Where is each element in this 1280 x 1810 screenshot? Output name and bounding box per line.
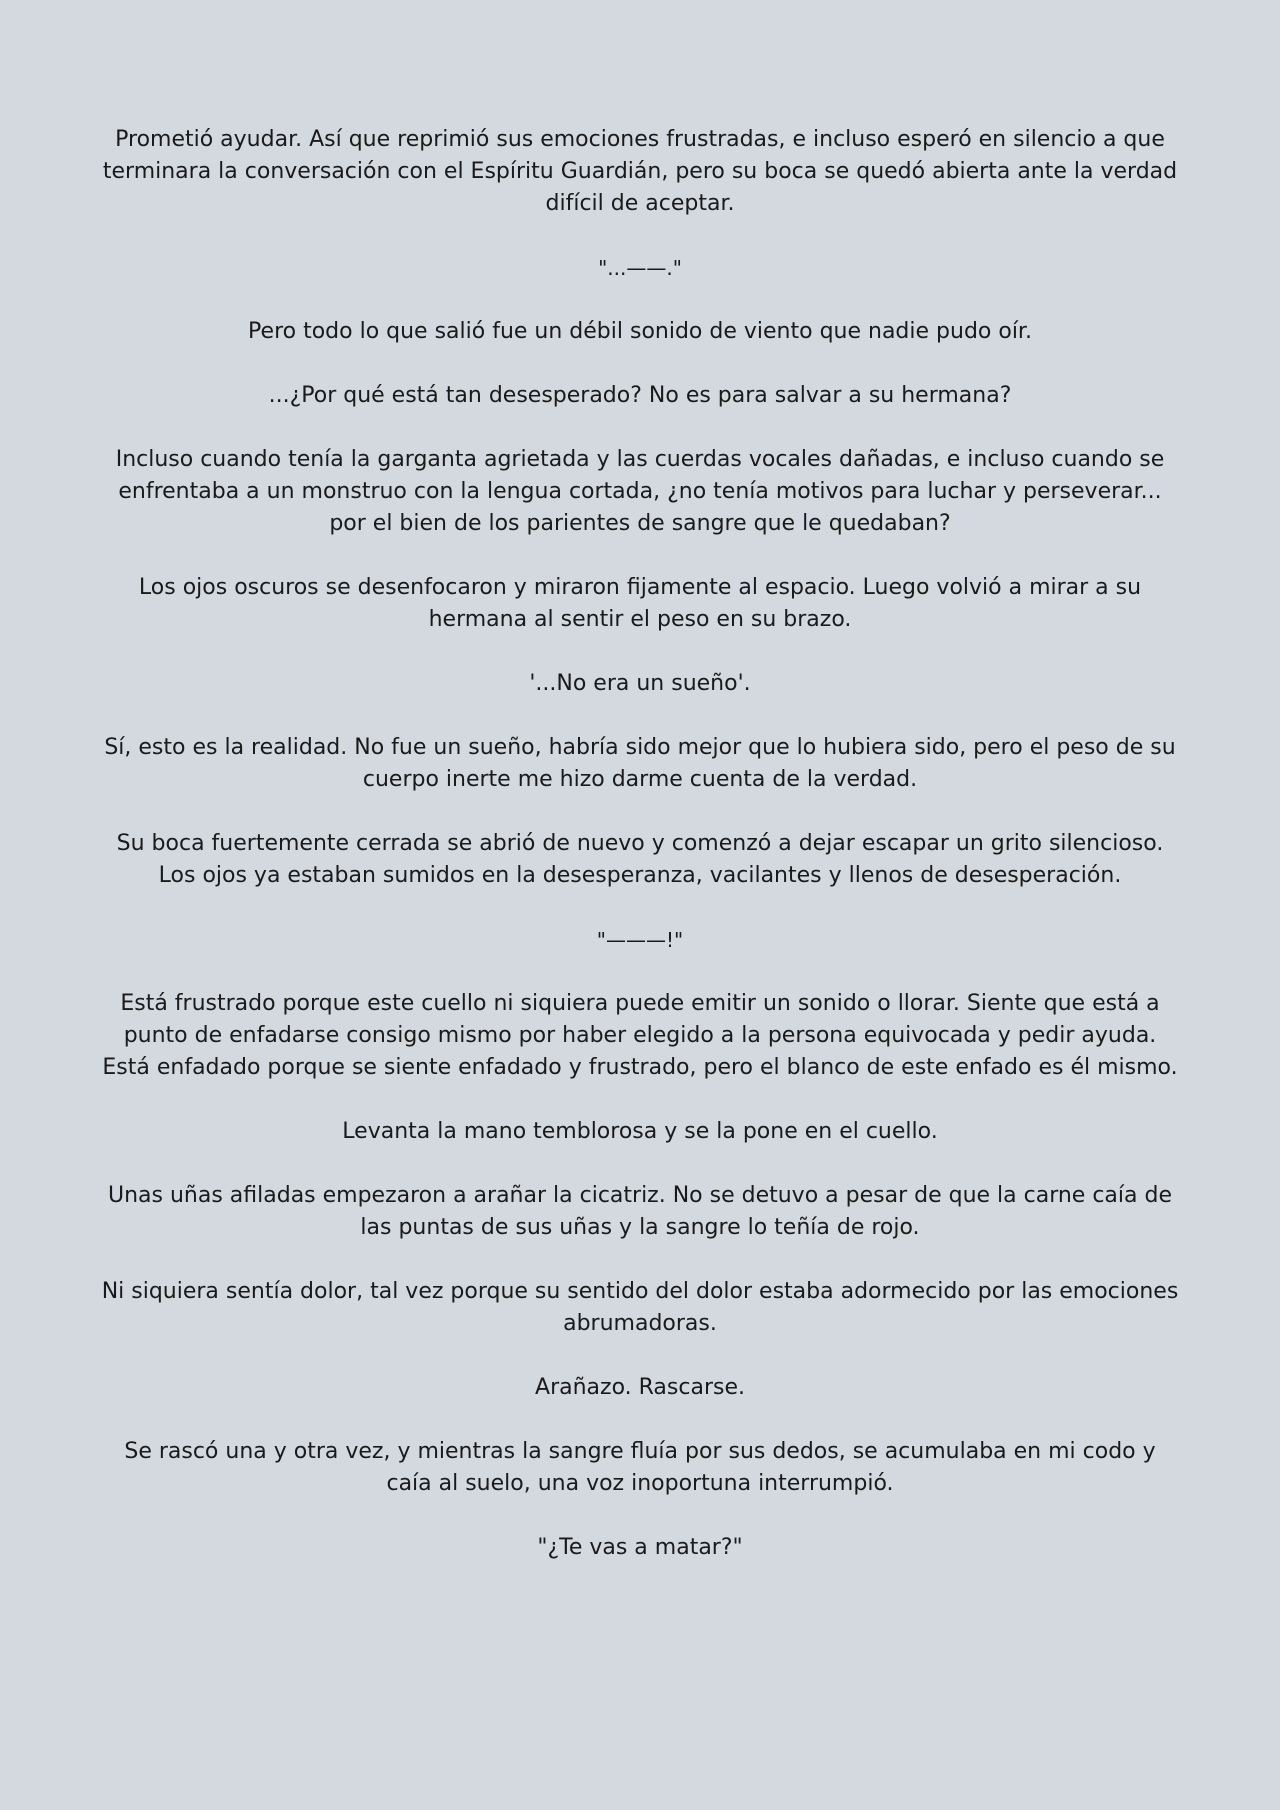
paragraph: Unas uñas afiladas empezaron a arañar la cicatriz. No se detuvo a pesar de que la carne caía de las puntas de sus uñas y la sangre lo teñía de rojo. <box>107 1183 1172 1240</box>
paragraph: ...¿Por qué está tan desesperado? No es para salvar a su hermana? <box>268 383 1012 408</box>
paragraph: Se rascó una y otra vez, y mientras la sangre fluía por sus dedos, se acumulaba en mi codo y caía al suelo, una voz inoportuna interrumpió. <box>124 1439 1156 1496</box>
dialogue-line: "———!" <box>596 928 684 952</box>
paragraph: Arañazo. Rascarse. <box>535 1375 745 1400</box>
paragraph: Ni siquiera sentía dolor, tal vez porque su sentido del dolor estaba adormecido por las emociones abrumadoras. <box>101 1279 1179 1336</box>
paragraph: Levanta la mano temblorosa y se la pone en el cuello. <box>342 1119 938 1144</box>
paragraph: Sí, esto es la realidad. No fue un sueño, habría sido mejor que lo hubiera sido, pero el peso de su cuerpo inerte me hizo darme cuenta de la verdad. <box>104 735 1176 792</box>
paragraph: Su boca fuertemente cerrada se abrió de nuevo y comenzó a dejar escapar un grito silencioso. Los ojos ya estaban sumidos en la desesperanza, vacilantes y llenos de desesperación. <box>116 831 1164 888</box>
paragraph: Está frustrado porque este cuello ni siquiera puede emitir un sonido o llorar. Siente que está a punto de enfadarse consigo mismo por haber elegido a la persona equivocada y pedir ayuda. Está enfadado porque se siente enfadado y frustrado, pero el blanco de este enfado es él mismo. <box>102 991 1178 1080</box>
dialogue-line: "...——." <box>598 256 682 280</box>
paragraph: Prometió ayudar. Así que reprimió sus emociones frustradas, e incluso esperó en silencio a que terminara la conversación con el Espíritu Guardián, pero su boca se quedó abierta ante la verdad difícil de aceptar. <box>102 127 1178 216</box>
paragraph: Los ojos oscuros se desenfocaron y miraron fijamente al espacio. Luego volvió a mirar a su hermana al sentir el peso en su brazo. <box>138 575 1142 632</box>
paragraph: Incluso cuando tenía la garganta agrietada y las cuerdas vocales dañadas, e incluso cuando se enfrentaba a un monstruo con la lengua cortada, ¿no tenía motivos para luchar y perseverar... por el bien de los parientes de sangre que le quedaban? <box>115 447 1165 536</box>
thought-line: '...No era un sueño'. <box>529 671 751 696</box>
paragraph: Pero todo lo que salió fue un débil sonido de viento que nadie pudo oír. <box>248 319 1032 344</box>
dialogue-line: "¿Te vas a matar?" <box>537 1535 743 1560</box>
